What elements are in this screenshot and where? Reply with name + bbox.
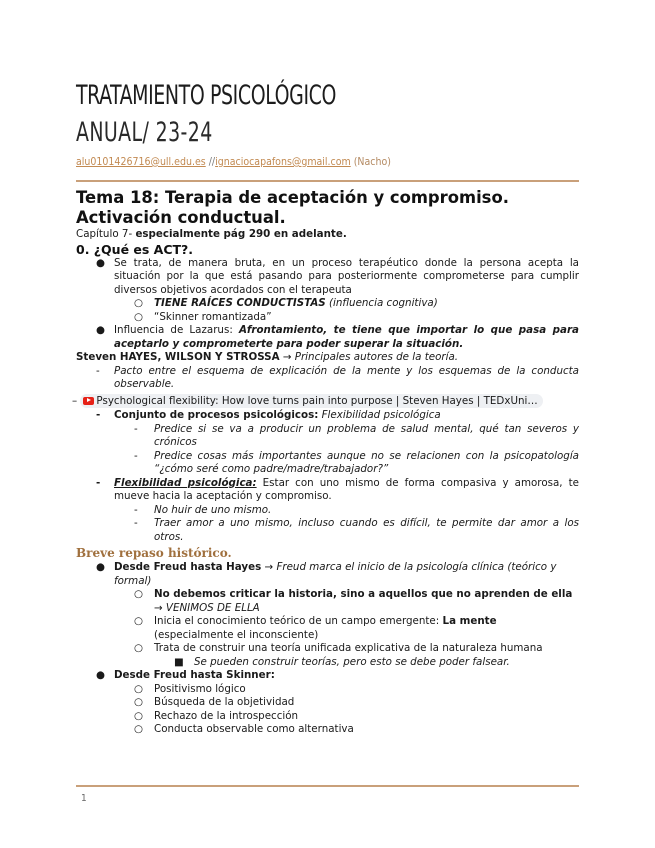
- list-item-text: Positivismo lógico: [154, 682, 246, 695]
- list-item: [76, 324, 579, 351]
- list-item-bold: Flexibilidad psicológica:: [114, 476, 257, 489]
- list-item-text: Flexibilidad psicológica: [318, 409, 441, 421]
- document-title: TRATAMIENTO PSICOLÓGICO: [76, 80, 337, 111]
- chapter-highlight: especialmente pág 290 en adelante.: [135, 228, 347, 240]
- list-item-text: Búsqueda de la objetividad: [154, 696, 295, 708]
- list-item-text: “Skinner romantizada”: [154, 310, 272, 323]
- list-item: [76, 723, 579, 737]
- list-item-bold: Desde Freud hasta Hayes: [114, 561, 262, 573]
- dash-bullet-icon: -: [134, 449, 138, 462]
- list-item-bold: La mente: [442, 615, 497, 627]
- chapter-reference: [76, 228, 579, 242]
- header-divider: [76, 180, 579, 182]
- list-item-text: → Freud marca el inicio de la psicología clínica (teórico y formal): [114, 561, 557, 587]
- list-item-text: Se trata, de manera bruta, en un proceso terapéutico donde la persona acepta la situación por la que está pasando para posteriormente comprometerse para cumplir diversos objetivos acordados con el terapeuta: [114, 256, 579, 296]
- list-item-text: (especialmente el inconsciente): [154, 628, 319, 641]
- authors-note: → Principales autores de la teoría.: [279, 351, 459, 363]
- list-item: [76, 257, 579, 298]
- list-item: [76, 642, 579, 656]
- authors-names: Steven HAYES, WILSON Y STROSSA: [76, 351, 280, 363]
- list-item: [76, 504, 579, 518]
- list-item: [76, 615, 579, 642]
- dash-bullet-icon: -: [134, 517, 138, 529]
- circle-bullet-icon: ○: [134, 588, 143, 600]
- list-item: [76, 710, 579, 724]
- list-item-bold: TIENE RAÍCES CONDUCTISTAS: [154, 297, 326, 309]
- circle-bullet-icon: ○: [134, 696, 143, 708]
- circle-bullet-icon: ○: [134, 310, 143, 323]
- dash-bullet-icon: -: [134, 503, 138, 516]
- list-item: [76, 561, 579, 588]
- subsection-heading: Breve repaso histórico.: [76, 546, 232, 560]
- list-item-bold: Desde Freud hasta Skinner:: [114, 669, 275, 681]
- page-number: 1: [81, 793, 87, 804]
- dash-bullet-icon: -: [96, 364, 100, 377]
- list-item: [76, 588, 579, 615]
- list-item: [76, 656, 579, 670]
- list-item-text: Inicia el conocimiento teórico de un campo emergente:: [154, 615, 443, 627]
- contact-line: [76, 156, 391, 168]
- list-item-bold: Conjunto de procesos psicológicos:: [114, 409, 319, 421]
- list-item-text: No huir de uno mismo.: [154, 503, 272, 516]
- list-item-text: Estar con uno mismo de forma compasiva y amorosa, te mueve hacia la aceptación y compromiso.: [114, 476, 579, 502]
- square-bullet-icon: ■: [174, 655, 184, 668]
- circle-bullet-icon: ○: [134, 615, 143, 627]
- dash-bullet-icon: -: [96, 476, 101, 489]
- list-item: [76, 297, 579, 311]
- footer-divider: [76, 785, 579, 787]
- list-item-text: Traer amor a uno mismo, incluso cuando es difícil, te permite dar amor a los otros.: [154, 517, 579, 543]
- list-item-text: Influencia de Lazarus:: [114, 324, 239, 336]
- list-item-text: Predice si se va a producir un problema de salud mental, qué tan severos y crónicos: [154, 422, 579, 448]
- list-item-text: Trata de construir una teoría unificada explicativa de la naturaleza humana: [154, 642, 543, 654]
- document-body: [72, 188, 579, 737]
- circle-bullet-icon: ○: [134, 642, 143, 654]
- circle-bullet-icon: ○: [134, 682, 143, 695]
- list-item: [76, 696, 579, 710]
- email-link-university[interactable]: alu0101426716@ull.edu.es: [76, 156, 206, 168]
- video-link-chip[interactable]: [80, 394, 542, 408]
- circle-bullet-icon: ○: [134, 723, 143, 735]
- list-item: [76, 683, 579, 697]
- list-item: [76, 450, 579, 477]
- video-link-row: [72, 394, 579, 409]
- list-item: [76, 311, 579, 325]
- circle-bullet-icon: ○: [134, 709, 143, 722]
- dash-bullet-icon: -: [96, 409, 101, 421]
- email-link-personal[interactable]: ignaciocapafons@gmail.com: [215, 156, 351, 168]
- video-link-title: Psychological flexibility: How love turns pain into purpose | Steven Hayes | TEDxUni…: [96, 394, 538, 407]
- section-heading: Tema 18: Terapia de aceptación y compromiso. Activación conductual.: [76, 188, 509, 227]
- authors-line: [76, 351, 579, 365]
- list-item: [76, 409, 579, 423]
- list-item: [76, 669, 579, 683]
- list-item-text: Pacto entre el esquema de explicación de la mente y los esquemas de la conducta observable.: [114, 364, 579, 390]
- document-subtitle: ANUAL/ 23-24: [76, 117, 213, 148]
- dash-bullet-icon: –: [72, 394, 81, 407]
- list-item: [76, 517, 579, 544]
- list-item-text: Se pueden construir teorías, pero esto se debe poder falsear.: [194, 655, 510, 668]
- bullet-icon: ●: [96, 669, 105, 681]
- list-item-text: (influencia cognitiva): [325, 297, 438, 309]
- list-item-bold: No debemos criticar la historia, sino a aquellos que no aprenden de ella: [154, 588, 573, 600]
- chapter-prefix: Capítulo 7-: [76, 228, 136, 240]
- list-item: [76, 423, 579, 450]
- youtube-icon: [83, 397, 94, 405]
- question-heading: 0. ¿Qué es ACT?.: [76, 241, 194, 257]
- contact-separator: //: [205, 156, 216, 168]
- list-item-text: Rechazo de la introspección: [154, 709, 299, 722]
- bullet-icon: ●: [96, 324, 105, 336]
- dash-bullet-icon: -: [134, 422, 138, 435]
- bullet-icon: ●: [96, 256, 105, 269]
- list-item-text: Conducta observable como alternativa: [154, 723, 354, 735]
- list-item-bold: Afrontamiento, te tiene que importar lo que pasa para aceptarlo y comprometerte para poder superar la situación.: [114, 324, 579, 350]
- list-item-text: Predice cosas más importantes aunque no se relacionen con la psicopatología “¿cómo seré como padre/madre/trabajador?”: [154, 449, 579, 475]
- bullet-icon: ●: [96, 561, 105, 573]
- circle-bullet-icon: ○: [134, 297, 143, 309]
- list-item-text: → VENIMOS DE ELLA: [154, 601, 260, 614]
- list-item: [76, 477, 579, 504]
- contact-nickname: (Nacho): [350, 156, 391, 168]
- list-item: [76, 365, 579, 392]
